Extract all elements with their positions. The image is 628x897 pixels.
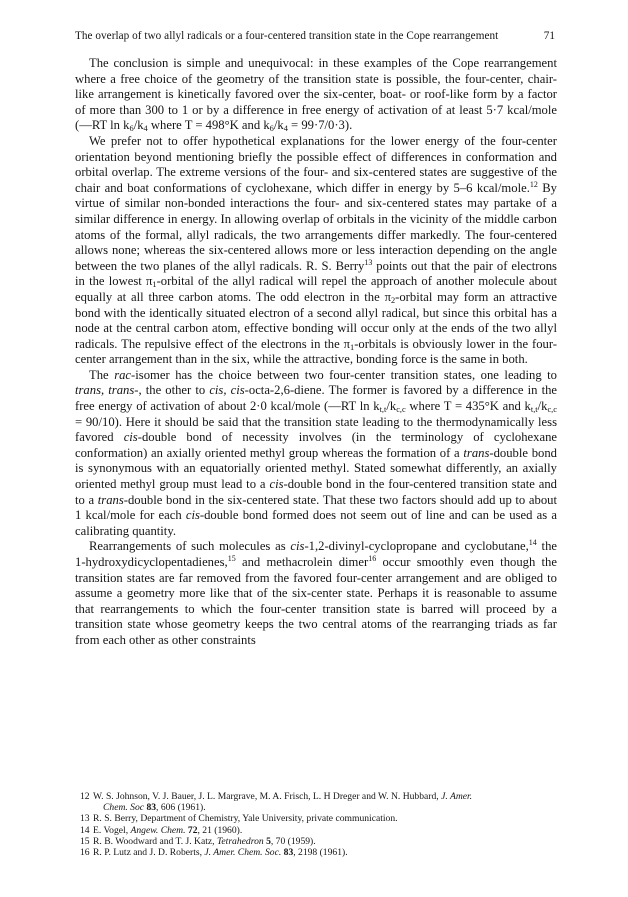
paragraph-3: The rac-isomer has the choice between two four-center transition states, one leading to trans, trans-, the other to cis, cis-octa-2,6-diene. The former is favored by a difference in the free energy of activation of about 2·0 kcal/mole (—RT $\ln k_{t,t}/k_{c,c}$ where T = 435°K and $k_{t,t}/k_{c,c} = 90/10$). Here it should be said that the transition state leading to the thermodynamically less favored cis-double bond of necessity involves (in the terminology of cyclohexane conformation) an axially oriented methyl group whereas the formation of a trans-double bond is synonymous with an equatorially oriented methyl. Stated somewhat differently, an axially oriented methyl group must lead to a cis-double bond in the four-centered transition state and to a trans-double bond in the six-centered state. That these two factors should add up to about 1 kcal/mole for each cis-double bond formed does not seem out of line and can be used as a calibrating quantity. bbox=[75, 367, 558, 538]
footnote-16: 16 R. P. Lutz and J. D. Roberts, J. Amer. Chem. Soc. 83, 2198 (1961). bbox=[80, 847, 348, 859]
citation-ref: 13 bbox=[364, 257, 373, 267]
footnote-15: 15 R. B. Woodward and T. J. Katz, Tetrahedron 5, 70 (1959). bbox=[80, 835, 316, 847]
citation-ref: 15 bbox=[227, 554, 236, 563]
running-head-title: The overlap of two allyl radicals or a four-centered transition state in the Cope rearrangement bbox=[75, 30, 499, 42]
paragraph-1: The conclusion is simple and unequivocal: in these examples of the Cope rearrangement where a free choice of the geometry of the transition state is possible, the four-center, chair-like arrangement is kinetically favored over the six-center, boat- or roof-like form by a factor of more than 300 to 1 or by a difference in free energy of activation of at least 5·7 kcal/mole (—RT $\ln k_6/k_4$ where T = 498°K and $k_6/k_4 = 99\cdot 7/0\cdot 3$). bbox=[75, 56, 557, 134]
paragraph-2: We prefer not to offer hypothetical explanations for the lower energy of the four-center orientation beyond mentioning briefly the possible effect of differences in conformation and orbital overlap. The extreme versions of the four- and six-centered states are suggestive of the chair and boat conformations of cyclohexane, which differ in energy by 5–6 kcal/mole.$^{12}$ By virtue of similar non-bonded interactions the four- and six-centered states may partake of a similar difference in energy. In allowing overlap of orbitals in the vicinity of the middle carbon atoms of the formal, allyl radicals, the two arrangements differ markedly. The four-centered allows none; whereas the six-centered allows more or less interaction depending on the angle between the two planes of the allyl radicals. R. S. Berry$^{13}$ points out that the pair of electrons in the lowest $\pi_1$-orbital of the allyl radical will repel the approach of another molecule about equally at all three carbon atoms. The odd electron in the $\pi_2$-orbital may form an attractive bond with the identically situated electron of a second allyl radical, but since this orbital has a node at the central carbon atom, effective bonding will occur only at the ends of the two allyl radicals. The repulsive effect of the electrons in the $\pi_1$-orbitals is obviously lower in the four-center arrangement than in the six, while the attractive, bonding force is the same in both. bbox=[75, 133, 557, 367]
footnotes bbox=[75, 791, 557, 858]
citation-ref: 14 bbox=[528, 538, 537, 548]
footnote-12: 12 W. S. Johnson, V. J. Bauer, J. L. Margrave, M. A. Frisch, L. H Dreger and W. N. Hubbard, J. Amer. Chem. Soc 83, 606 (1961). bbox=[80, 791, 473, 814]
footnote-13: 13 R. S. Berry, Department of Chemistry, Yale University, private communication. bbox=[80, 813, 398, 825]
page-number: 71 bbox=[543, 30, 555, 42]
body-text bbox=[75, 56, 557, 649]
paragraph-4: Rearrangements of such molecules as cis-1,2-divinyl-cyclopropane and cyclobutane,$^{14}$ the 1-hydroxydicyclopentadienes,$^{15}$ and methacrolein dimer$^{16}$ occur smoothly even though the transition states are far removed from the favored four-center arrangement and are obliged to assume a geometry more like that of the six-center state. Perhaps it is reasonable to assume that rearrangements to which the four-center transition state is barred will proceed by a transition state whose geometry keeps the two central atoms of the rearranging triads as far from each other as other constraints bbox=[75, 538, 557, 647]
footnote-14: 14 E. Vogel, Angew. Chem. 72, 21 (1960). bbox=[80, 824, 243, 836]
citation-ref: 12 bbox=[529, 179, 538, 189]
citation-ref: 16 bbox=[368, 554, 377, 563]
